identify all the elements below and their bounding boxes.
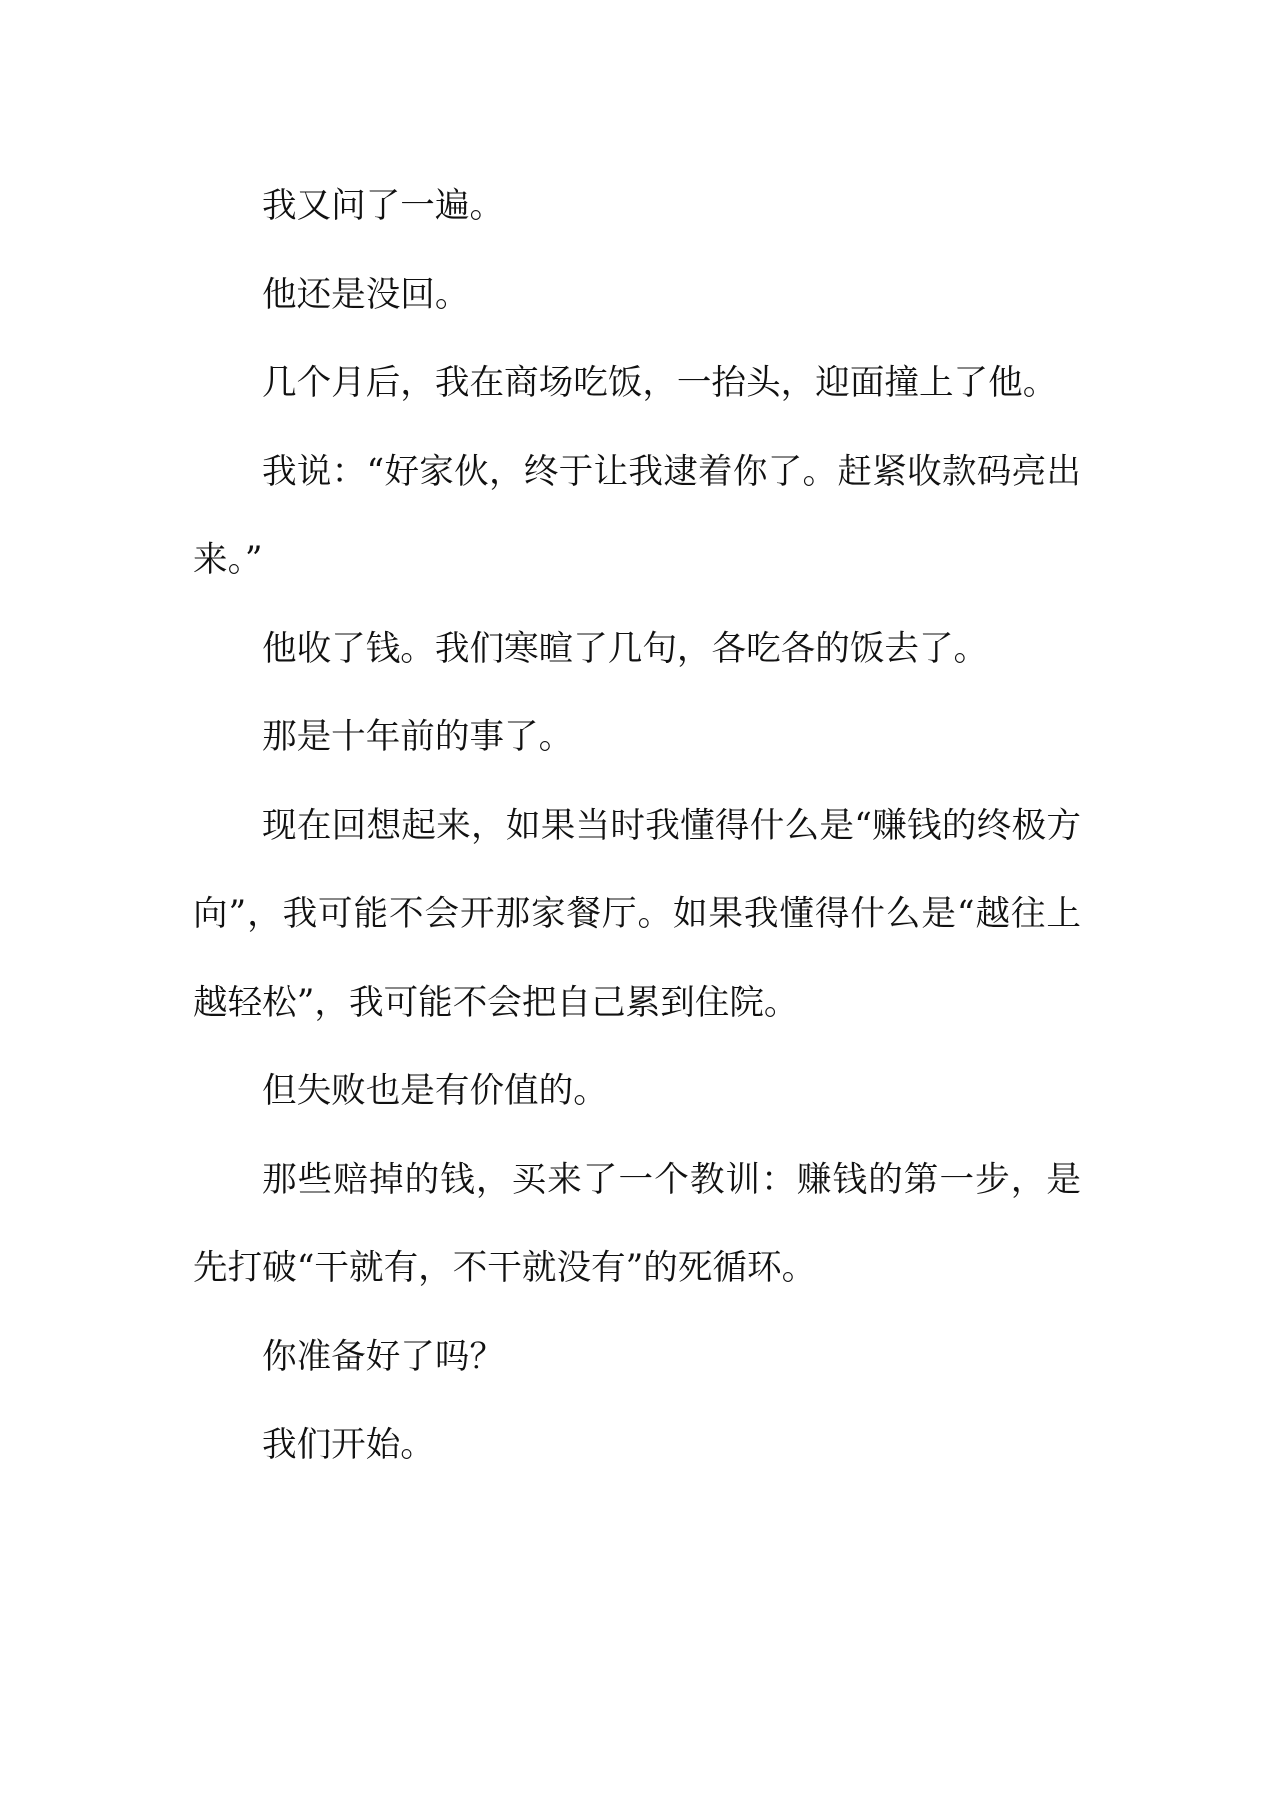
paragraph: 那是十年前的事了。: [262, 717, 574, 757]
paragraph: 我说：“好家伙，终于让我逮着你了。赶紧收款码亮出来。”: [193, 451, 1081, 580]
paragraph: 但失败也是有价值的。: [262, 1071, 608, 1111]
paragraph: 我们开始。: [262, 1425, 435, 1465]
body-text: [193, 162, 1081, 1490]
paragraph: 他收了钱。我们寒暄了几句，各吃各的饭去了。: [262, 628, 989, 669]
paragraph: 你准备好了吗？: [262, 1336, 505, 1377]
paragraph: 他还是没回。: [262, 274, 470, 315]
paragraph: 那些赔掉的钱，买来了一个教训：赚钱的第一步，是先打破“干就有，不干就没有”的死循环。: [193, 1159, 1081, 1288]
paragraph: 现在回想起来，如果当时我懂得什么是“赚钱的终极方向”，我可能不会开那家餐厅。如果我懂得什么是“越往上越轻松”，我可能不会把自己累到住院。: [193, 805, 1081, 1023]
paragraph: 我又问了一遍。: [262, 186, 505, 226]
paragraph: 几个月后，我在商场吃饭，一抬头，迎面撞上了他。: [262, 363, 1058, 403]
